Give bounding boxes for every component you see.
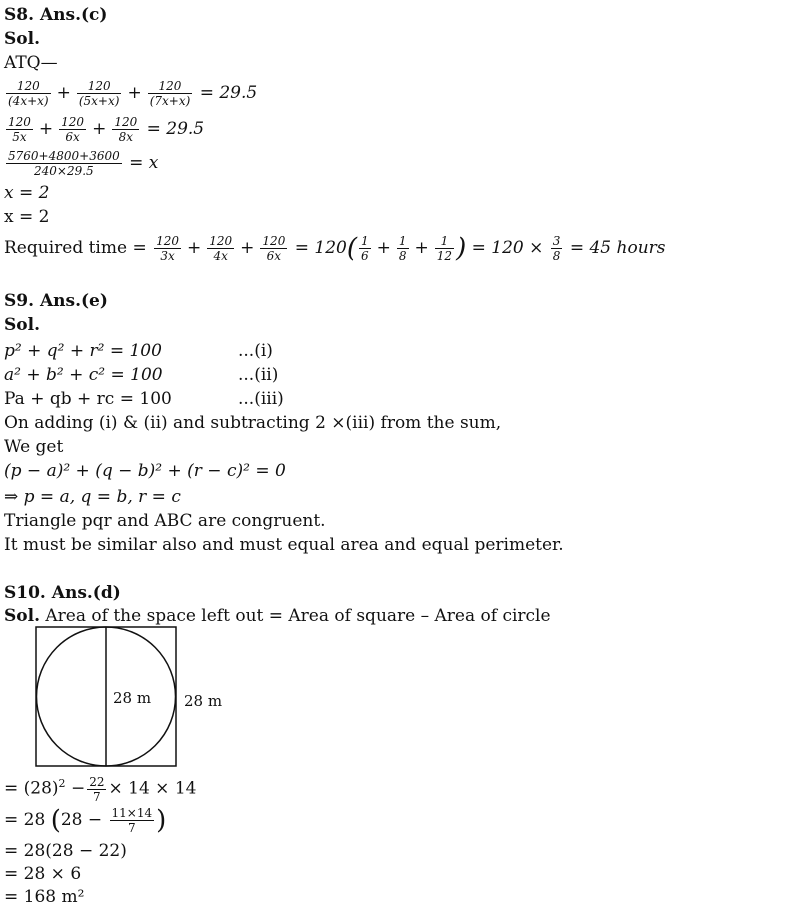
square-circle-diagram — [30, 624, 230, 770]
s9-line-8: Triangle pqr and ABC are congruent. — [4, 511, 326, 531]
s8-equation-5: x = 2 — [4, 207, 50, 227]
diameter-label: 28 m — [113, 689, 152, 707]
s9-line-3: Pa + qb + rc = 100 ...(iii) — [4, 389, 284, 409]
s9-line-6: (p − a)² + (q − b)² + (r − c)² = 0 — [4, 461, 286, 481]
s10-step-4: = 28 × 6 — [4, 864, 82, 884]
s8-sol: Sol. — [4, 29, 40, 49]
s10-heading: S10. Ans.(d) — [4, 583, 121, 603]
s8-equation-1: $\frac{120}{(4x+x)}$ + $\frac{120}{(5x+x)}$ + $\frac{120}{(7x+x)}$ = 29.5 — [8, 79, 258, 108]
side-label: 28 m — [184, 692, 223, 710]
s9-line-7: ⇒ p = a, q = b, r = c — [4, 487, 181, 507]
s9-line-5: We get — [4, 437, 64, 457]
s8-equation-3: $\frac{5760+4800+3600}{240\times 29.5}$ = x — [8, 149, 159, 178]
s9-sol: Sol. — [4, 315, 40, 335]
s10-step-2: = 28 (28 − $\frac{11\times 14}{7}$ ) — [4, 805, 167, 836]
s9-line-2: a² + b² + c² = 100 ...(ii) — [4, 365, 279, 385]
s8-heading: S8. Ans.(c) — [4, 5, 108, 25]
s9-line-4: On adding (i) & (ii) and subtracting 2 ×(iii) from the sum, — [4, 413, 502, 433]
s8-equation-2: $\frac{120}{5x}$ + $\frac{120}{6x}$ + $\frac{120}{8x}$ = 29.5 — [8, 115, 205, 144]
s9-line-9: It must be similar also and must equal area and equal perimeter. — [4, 535, 564, 555]
s10-sol-line: Sol. Area of the space left out = Area of square – Area of circle — [4, 606, 551, 626]
s8-equation-4: x = 2 — [4, 183, 50, 203]
s9-line-1: p² + q² + r² = 100 ...(i) — [4, 341, 273, 361]
s10-step-5: = 168 m² — [4, 887, 85, 907]
s10-step-3: = 28(28 − 22) — [4, 841, 127, 861]
s8-atq: ATQ— — [4, 53, 58, 73]
s9-heading: S9. Ans.(e) — [4, 291, 108, 311]
s8-required-time: Required time = $\frac{120}{3x}$ + $\frac{120}{4x}$ + $\frac{120}{6x}$ = 120( $\frac{1}{6}$ + $\frac{1}{8}$ + $\frac{1}{12}$ ) = 120 × $\frac{3}{8}$ = 45 hours — [4, 233, 666, 264]
s10-step-1: = $(28)^2$ − $\frac{22}{7}$ × 14 × 14 — [4, 774, 197, 804]
